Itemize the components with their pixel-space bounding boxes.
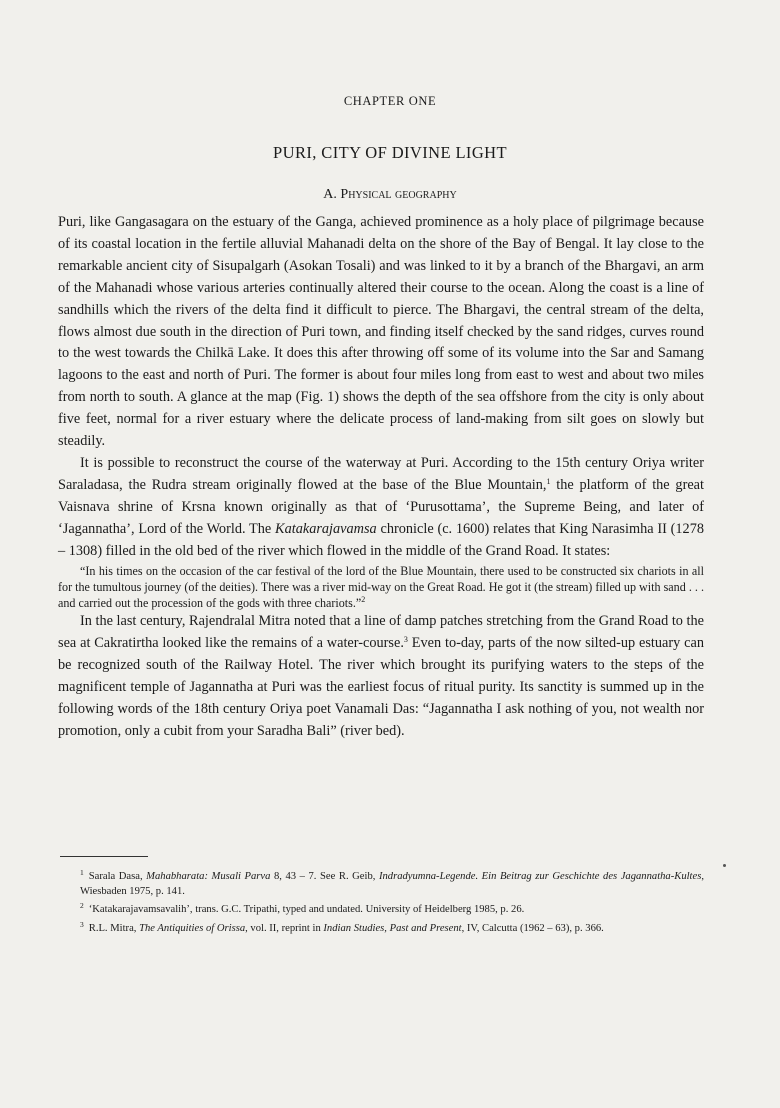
footnote-2 [58,899,704,918]
paragraph-3-part-b: Even to-day, parts of the now silted-up estuary can be recognized south of the Railway Hotel. The river which brought its purifying waters to the steps of the magnificent temple of Jagannatha at Puri was the earliest focus of ritual purity. Its sanctity is summed up in the following words of the 18th century Oriya poet Vanamali Das: “Jagannatha I ask nothing of you, not wealth nor promotion, only a cubit from your Saradha Bali” (river bed). [58,635,704,739]
footnote-3-italic-2: Indian Studies, Past and Present [323,922,462,934]
footnote-3 [58,918,704,937]
footnote-rule [60,856,148,857]
chapter-heading: CHAPTER ONE [343,94,437,108]
section-letter: A. [323,187,337,202]
block-quote [58,563,704,612]
paragraph-3-part-a: In the last century, Rajendralal Mitra noted that a line of damp patches stretching from the Grand Road to the sea at Cakratirtha looked like the remains of a water-course. [58,613,704,652]
footnote-1-part-a: Sarala Dasa, [88,871,147,882]
footnote-ref-1: 1 [546,476,551,486]
footnote-ref-2: 2 [361,595,366,605]
footnote-3-part-b: , vol. II, reprint in [245,922,324,934]
block-quote-text: “In his times on the occasion of the car festival of the lord of the Blue Mountain, there used to be constructed six chariots in all for the tumultous journey (of the deities). There was a river mid-way on the Great Road. He got it (the stream) filled up with sand . . . and carried out the procession of the gods with three chariots.” [58,563,704,611]
paragraph-2-part-b: the platform of the great Vaisnava shrine of Krsna known originally as that of ‘Purusottama’, the Supreme Being, and later of ‘Jagannatha’, Lord of the World. The [58,476,704,537]
paragraph-2-part-c: chronicle (c. 1600) relates that King Narasimha II (1278 – 1308) filled in the old bed of the river which flowed in the middle of the Grand Road. It states: [58,520,704,559]
footnote-3-italic-1: The Antiquities of Orissa [139,922,246,934]
body-text [58,212,704,743]
paragraph-2-part-a: It is possible to reconstruct the course of the waterway at Puri. According to the 15th century Oriya writer Saraladasa, the Rudra stream originally flowed at the base of the Blue Mountain, [58,454,704,493]
page-speck [723,864,726,867]
paragraph-1: Puri, like Gangasagara on the estuary of the Ganga, achieved prominence as a holy place of pilgrimage because of its coastal location in the fertile alluvial Mahanadi delta on the shore of the Bay of Bengal. It lay close to the remarkable ancient city of Sisupalgarh (Asokan Tosali) and was linked to it by a branch of the Bhargavi, an arm of the Mahanadi whose various arteries continually altered their course to the ocean. Along the coast is a line of sandhills which the rivers of the delta find it difficult to pierce. The Bhargavi, the central stream of the delta, flows almost due south in the direction of Puri town, and finding itself checked by the sand ridges, curves round to the west towards the Chilkā Lake. It does this after throwing off some of its volume into the Sar and Samang lagoons to the east and north of Puri. The former is about four miles long from east to west and about two miles from north to south. A glance at the map (Fig. 1) shows the depth of the sea offshore from the city is only about five feet, normal for a river estuary where the delicate process of land-making from silt goes on slowly but steadily. [58,214,704,450]
footnote-1-italic-1: Mahabharata: Musali Parva [146,871,271,882]
footnote-1-part-c: , Wiesbaden 1975, p. 141. [80,871,704,897]
section-heading [0,187,780,203]
footnote-1-part-b: 8, 43 – 7. See R. Geib, [270,871,379,882]
paragraph-3 [58,611,704,742]
footnote-3-part-a: R.L. Mitra, [88,922,140,934]
footnotes [58,866,704,936]
footnote-ref-3: 3 [403,635,408,645]
footnote-1-italic-2: Indradyumna-Legende. Ein Beitrag zur Geschichte des Jagannatha-Kultes [378,871,702,882]
footnote-2-number: 2 [80,901,84,911]
paragraph-2 [58,453,704,563]
footnote-3-part-c: , IV, Calcutta (1962 – 63), p. 366. [461,922,604,934]
footnote-1-number: 1 [80,868,84,877]
footnote-1 [58,866,704,899]
footnote-3-number: 3 [80,919,84,929]
footnote-2-text: ‘Katakarajavamsavalih’, trans. G.C. Tripathi, typed and undated. University of Heidelberg 1985, p. 26. [88,904,525,916]
paragraph-2-italic-title: Katakarajavamsa [275,520,377,537]
chapter-title: PURI, CITY OF DIVINE LIGHT [273,143,507,162]
section-name: Physical geography [340,187,457,202]
